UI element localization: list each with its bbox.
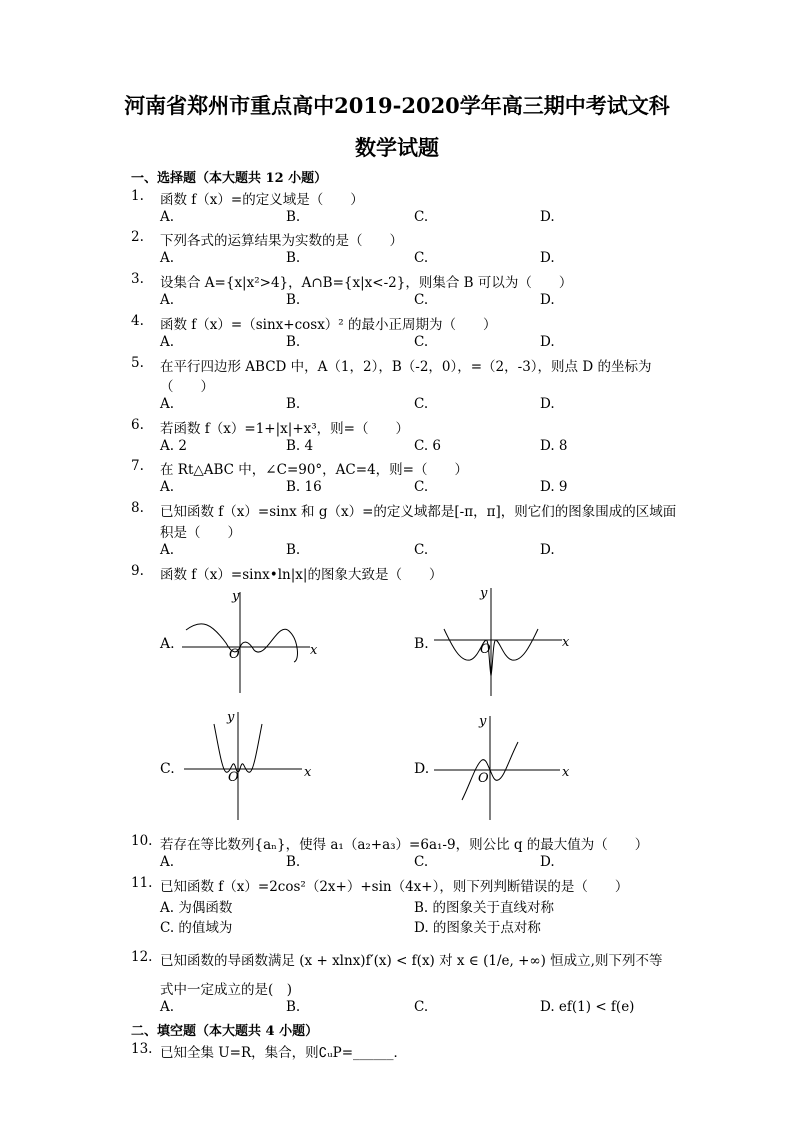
option-b: B.	[286, 209, 301, 225]
option-b: B.	[286, 999, 301, 1015]
option-a: A. 为偶函数	[160, 900, 233, 916]
origin-label: O	[480, 642, 491, 657]
option-c: C.	[414, 479, 429, 495]
question-text-continued: 积是（ ）	[160, 525, 241, 541]
question-number: 4.	[131, 313, 144, 329]
option-b: B.	[414, 636, 429, 652]
option-b: B.	[286, 250, 301, 266]
question-text-continued: 式中一定成立的是( )	[160, 982, 293, 998]
question-text: 下列各式的运算结果为实数的是（ ）	[160, 233, 403, 249]
option-c: C.	[160, 761, 175, 777]
y-axis-label: y	[232, 589, 240, 604]
option-d: D.	[540, 854, 555, 870]
option-a: A.	[160, 999, 175, 1015]
option-b: B.	[286, 542, 301, 558]
origin-label: O	[228, 770, 239, 785]
option-b: B.	[286, 334, 301, 350]
option-c: C.	[414, 854, 429, 870]
question-text: 已知函数的导函数满足 (x + xlnx)f′(x) < f(x) 对 x ∈ (1/e, +∞) 恒成立,则下列不等	[160, 953, 663, 969]
option-d: D.	[540, 250, 555, 266]
x-axis-label: x	[562, 765, 570, 780]
question-text: 函数 f（x）=（sinx+cosx）² 的最小正周期为（ ）	[160, 317, 497, 333]
option-a: A.	[160, 479, 175, 495]
question-number: 1.	[131, 188, 144, 204]
option-b: B.	[286, 854, 301, 870]
option-a: A.	[160, 209, 175, 225]
option-d: D. 9	[540, 479, 568, 495]
question-number: 3.	[131, 271, 144, 287]
question-text: 函数 f（x）=的定义域是（ ）	[160, 192, 364, 208]
question-text: 在 Rt△ABC 中，∠C=90°，AC=4，则=（ ）	[160, 462, 468, 478]
option-d: D.	[414, 761, 430, 777]
option-c: C.	[414, 292, 429, 308]
option-c: C.	[414, 542, 429, 558]
exam-title-line1: 河南省郑州市重点高中2019-2020学年高三期中考试文科	[124, 93, 670, 118]
question-text: 若函数 f（x）=1+|x|+x³，则=（ ）	[160, 421, 409, 437]
option-d: D.	[540, 396, 555, 412]
graph-option-c	[184, 708, 334, 823]
option-c: C.	[414, 334, 429, 350]
question-number: 6.	[131, 417, 144, 433]
x-axis-label: x	[304, 765, 312, 780]
y-axis-label: y	[227, 710, 235, 725]
question-text: 若存在等比数列{aₙ}，使得 a₁（a₂+a₃）=6a₁-9，则公比 q 的最大值为（ ）	[160, 837, 649, 853]
option-d: D.	[540, 292, 555, 308]
option-a: A. 2	[160, 438, 187, 454]
question-number: 2.	[131, 229, 144, 245]
option-c: C.	[414, 209, 429, 225]
option-d: D.	[540, 334, 555, 350]
option-a: A.	[160, 250, 175, 266]
option-a: A.	[160, 636, 175, 652]
y-axis-label: y	[479, 714, 487, 729]
option-c: C. 的值域为	[160, 920, 233, 936]
option-b: B. 的图象关于直线对称	[414, 900, 555, 916]
option-d: D.	[540, 209, 555, 225]
question-text-continued: （ ）	[160, 379, 214, 395]
option-b: B.	[286, 396, 301, 412]
question-text: 已知函数 f（x）=2cos²（2x+）+sin（4x+），则下列判断错误的是（ ）	[160, 879, 629, 895]
option-b: B. 16	[286, 479, 322, 495]
question-number: 8.	[131, 500, 144, 516]
x-axis-label: x	[310, 643, 318, 658]
option-b: B. 4	[286, 438, 314, 454]
option-d: D. 8	[540, 438, 568, 454]
option-c: C. 6	[414, 438, 442, 454]
question-number: 5.	[131, 355, 144, 371]
question-text: 已知函数 f（x）=sinx 和 g（x）=的定义域都是[-π，π]，则它们的图象围成的区域面	[160, 504, 677, 520]
option-a: A.	[160, 292, 175, 308]
section-fill-heading: 二、填空题（本大题共 4 小题）	[131, 1024, 319, 1039]
option-c: C.	[414, 999, 429, 1015]
option-a: A.	[160, 854, 175, 870]
option-d: D. ef(1) < f(e)	[540, 999, 635, 1015]
option-a: A.	[160, 334, 175, 350]
option-a: A.	[160, 396, 175, 412]
question-text: 函数 f（x）=sinx•ln|x|的图象大致是（ ）	[160, 567, 443, 583]
option-c: C.	[414, 250, 429, 266]
question-text: 在平行四边形 ABCD 中，A（1，2），B（-2，0），=（2，-3），则点 D 的坐标为	[160, 359, 652, 375]
origin-label: O	[478, 771, 489, 786]
option-a: A.	[160, 542, 175, 558]
graph-option-d	[434, 712, 584, 827]
x-axis-label: x	[562, 635, 570, 650]
option-c: C.	[414, 396, 429, 412]
question-number: 12.	[131, 949, 153, 965]
question-number: 10.	[131, 833, 153, 849]
y-axis-label: y	[480, 586, 488, 601]
question-number: 13.	[131, 1041, 153, 1057]
origin-label: O	[229, 647, 240, 662]
exam-title-line2: 数学试题	[355, 135, 439, 160]
option-d: D.	[540, 542, 555, 558]
graph-option-b	[434, 584, 584, 699]
graph-option-a	[182, 588, 332, 698]
section-choice-heading: 一、选择题（本大题共 12 小题）	[131, 171, 328, 186]
question-text: 已知全集 U=R，集合，则∁ᵤP=______．	[160, 1045, 408, 1061]
option-b: B.	[286, 292, 301, 308]
question-text: 设集合 A={x|x²>4}，A∩B={x|x<-2}，则集合 B 可以为（ ）	[160, 275, 573, 291]
question-number: 9.	[131, 563, 144, 579]
question-number: 7.	[131, 458, 144, 474]
question-number: 11.	[131, 875, 153, 891]
option-d: D. 的图象关于点对称	[414, 920, 541, 936]
